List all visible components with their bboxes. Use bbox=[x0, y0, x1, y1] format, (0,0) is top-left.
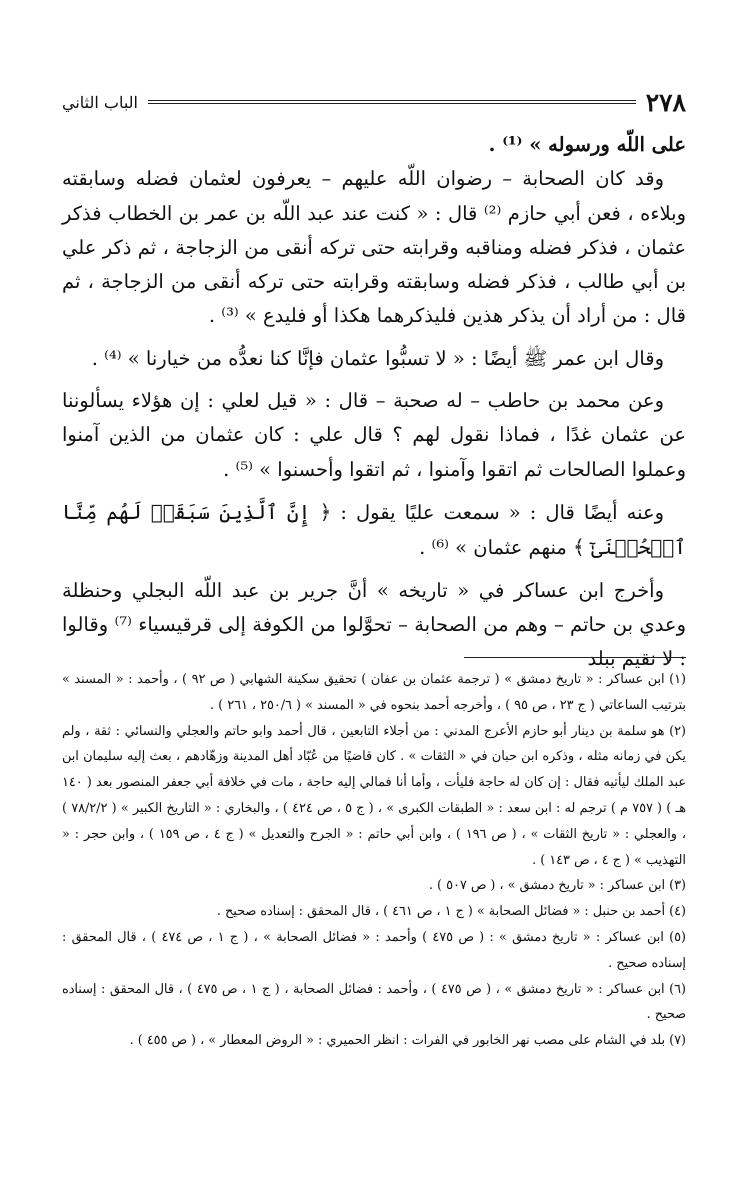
header-rule bbox=[148, 100, 636, 104]
paragraph-abu-hazim: وقد كان الصحابة – رضوان اللّه عليهم – يعرفون لعثمان فضله وسابقته وبلاءه ، فعن أبي حازم ⁽²⁾ قال : « كنت عند عبد اللّه بن عمر بن الخطاب فذكر عثمان ، فذكر فضله ومناقبه وقرابته حتى تركه أنقى من الزجاجة ، ثم ذكر علي بن أبي طالب ، فذكر فضله وسابقته وقرابته حتى تركه أنقى من الزجاجة ، ثم قال : من أراد أن يذكر هذين فليذكرهما هكذا أو فليدع » ⁽³⁾ . bbox=[62, 167, 686, 328]
footnote: (٥) ابن عساكر : « تاريخ دمشق » : ( ص ٤٧٥ ) وأحمد : « فضائل الصحابة » ، ( ج ١ ، ص ٤٧٤ ) ، قال المحقق : إسناده صحيح . bbox=[62, 929, 686, 971]
paragraph-ibn-asakir: وأخرج ابن عساكر في « تاريخه » أنَّ جرير بن عبد اللّه البجلي وحنظلة وعدي بن حاتم – وهم من الصحابة – تحوَّلوا من الكوفة إلى قرقيسياء ⁽⁷⁾ وقالوا : لا نقيم ببلد bbox=[62, 578, 686, 671]
quote-intro: وعنه أيضًا قال : « سمعت عليًا يقول : bbox=[340, 500, 665, 524]
paragraph-ali-quote bbox=[62, 495, 686, 566]
footnote: (٢) هو سلمة بن دينار أبو حازم الأعرج المدني : من أجلاء التابعين ، قال أحمد وابو حاتم والعجلي والنسائي : ثقة ، ولم يكن في زمانه مثله ، وذكره ابن حبان في « الثقات » . كان قاضيًا من عُبّاد أهل المدينة وزهّادهم ، بعث إليه سليمان ابن عبد الملك ليأتيه فقال : إن كان له حاجة فليأت ، وأما أنا فمالي إليه حاجة ، مات في خلافة أبي جعفر المنصور بعد ( ١٤٠ هـ ) ( ٧٥٧ م ) ترجم له : ابن سعد : « الطبقات الكبرى » ، ( ج ٥ ، ص ٤٢٤ ) ، والبخاري : « التاريخ الكبير » ( ٧٨/٢/٢ ) ، والعجلي : « تاريخ الثقات » ، ( ص ١٩٦ ) ، وابن أبي حاتم : « الجرح والتعديل » ( ج ٤ ، ص ١٥٩ ) ، وابن حجر : « التهذيب » ( ج ٤ ، ص ١٤٣ ) . bbox=[62, 723, 687, 868]
page-number: ٢٧٨ bbox=[645, 87, 686, 117]
footnote: (٤) أحمد بن حنبل : « فضائل الصحابة » ( ج ١ ، ص ٤٦١ ) ، قال المحقق : إسناده صحيح . bbox=[216, 904, 686, 920]
footnotes bbox=[62, 667, 686, 1054]
paragraph-hatib: وعن محمد بن حاطب – له صحبة – قال : « قيل لعلي : إن هؤلاء يسألوننا عن عثمان غدًا ، فماذا نقول لهم ؟ قال علي : كان عثمان من الذين آمنوا وعملوا الصالحات ثم اتقوا وآمنوا ، ثم اتقوا وأحسنوا » ⁽⁵⁾ . bbox=[62, 389, 686, 481]
footnote: (٣) ابن عساكر : « تاريخ دمشق » ، ( ص ٥٠٧ ) . bbox=[428, 878, 686, 894]
footnote-separator bbox=[464, 657, 686, 658]
quran-verse: ﴿ إِنَّ ٱلَّذِينَ سَبَقَتۡ لَهُم مِّنَّا ٱلۡحُسۡنَىٰٓ ﴾ bbox=[62, 499, 686, 560]
footnote: (١) ابن عساكر : « تاريخ دمشق » ( ترجمة عثمان بن عفان ) تحقيق سكينة الشهابي ( ص ٩٢ ) ، وأحمد : « المسند » بترتيب الساعاتي ( ج ٢٣ ، ص ٩٥ ) ، وأخرجه أحمد بنحوه في « المسند » ( ٢٥٠/٦ ، ٢٦١ ) . bbox=[62, 672, 686, 713]
footnote: (٧) بلد في الشام على مصب نهر الخابور في الفرات : انظر الحميري : « الروض المعطار » ، ( ص ٤٥٥ ) . bbox=[129, 1033, 686, 1049]
quote-end: منهم عثمان » ⁽⁶⁾ . bbox=[419, 536, 567, 560]
chapter-title: الباب الثاني bbox=[62, 92, 138, 112]
main-text bbox=[62, 128, 686, 676]
paragraph-ibn-umar: وقال ابن عمر ﷺ أيضًا : « لا تسبُّوا عثمان فإنَّا كنا نعدُّه من خيارنا » ⁽⁴⁾ . bbox=[91, 346, 664, 370]
running-header bbox=[62, 84, 686, 120]
footnote: (٦) ابن عساكر : « تاريخ دمشق » ، ( ص ٤٧٥ ) ، وأحمد : فضائل الصحابة ، ( ج ١ ، ص ٤٧٥ ) ، قال المحقق : إسناده صحيح . bbox=[62, 981, 687, 1023]
opening-line: على اللّه ورسوله » ⁽¹⁾ . bbox=[488, 133, 686, 156]
